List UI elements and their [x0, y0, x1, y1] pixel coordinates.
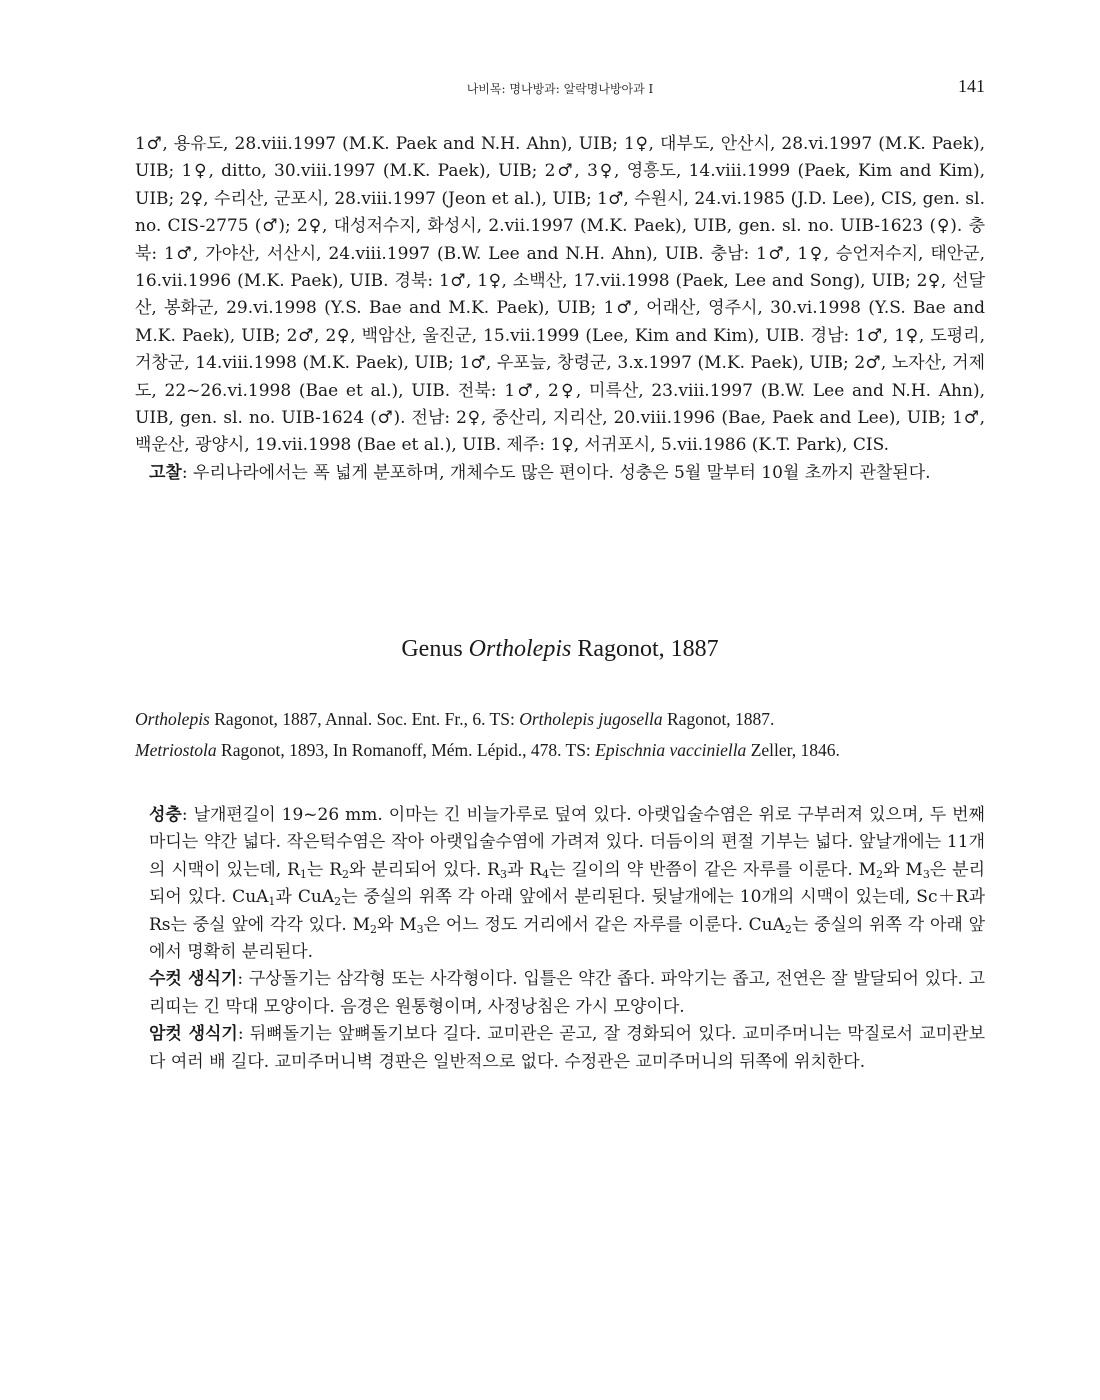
vein-subscript: 3 [922, 867, 930, 881]
male-genitalia-label: 수컷 생식기 [149, 969, 238, 990]
vein-subscript: 4 [542, 867, 550, 881]
adult-text: 는 길이의 약 반쯤이 같은 자루를 이룬다. M [549, 859, 877, 880]
adult-text: 와 분리되어 있다. R [349, 859, 500, 880]
male-genitalia-paragraph [135, 966, 985, 1021]
vein-subscript: 3 [416, 922, 424, 936]
remarks-label: 고찰 [149, 462, 182, 483]
synonym-name: Ortholepis [135, 709, 210, 729]
adult-text: : 날개편길이 19~26 mm. 이마는 긴 비늘가루로 덮여 있다. 아랫입술수염은 위로 구부러져 있으며, 두 번째 마디는 약간 넓다. 작은턱수염은 작아 아랫입술수염에 가려져 있다. 더듬이의 편절 기부는 넓다. 앞날개에는 11개의 시맥이 있는데, R [149, 805, 985, 880]
page-header [135, 76, 985, 104]
synonym-citation: Ragonot, 1893, In Romanoff, Mém. Lépid., 478. TS: [216, 740, 596, 760]
genus-heading [135, 636, 985, 663]
male-genitalia-text: : 구상돌기는 삼각형 또는 사각형이다. 입틀은 약간 좁다. 파악기는 좁고, 전연은 잘 발달되어 있다. 고리띠는 긴 막대 모양이다. 음경은 원통형이며, 사정낭침은 가시 모양이다. [149, 969, 986, 1017]
vein-subscript: 1 [299, 867, 307, 881]
vein-subscript: 2 [876, 867, 884, 881]
type-species-author: Zeller, 1846. [746, 740, 840, 760]
remarks-paragraph [135, 460, 985, 487]
adult-text: 와 M [377, 914, 417, 935]
remarks-text: : 우리나라에서는 폭 넓게 분포하며, 개체수도 많은 편이다. 성충은 5월 말부터 10월 초까지 관찰된다. [181, 462, 931, 483]
adult-text: 과 CuA [275, 887, 335, 908]
genus-author: Ragonot, 1887 [571, 636, 719, 662]
type-species-author: Ragonot, 1887. [662, 709, 775, 729]
genus-name: Ortholepis [468, 636, 572, 662]
synonym-name: Metriostola [135, 740, 217, 760]
vein-subscript: 2 [342, 867, 350, 881]
adult-paragraph [135, 802, 985, 966]
adult-label: 성충 [149, 805, 182, 825]
female-genitalia-paragraph [135, 1021, 985, 1076]
type-species-name: Epischnia vacciniella [595, 740, 747, 760]
adult-text: 은 어느 정도 거리에서 같은 자루를 이룬다. CuA [423, 914, 785, 935]
material-block [135, 131, 985, 487]
adult-text: 와 M [883, 859, 923, 880]
synonym-citation: Ragonot, 1887, Annal. Soc. Ent. Fr., 6. TS: [209, 709, 520, 729]
type-species-name: Ortholepis jugosella [519, 709, 663, 729]
female-genitalia-label: 암컷 생식기 [149, 1024, 238, 1045]
adult-text: 은 분리되어 있다. CuA [149, 859, 985, 908]
running-head: 나비목: 명나방과: 알락명나방아과 I [466, 82, 654, 96]
vein-subscript: 3 [499, 867, 507, 881]
female-genitalia-text: : 뒤뼈돌기는 앞뼈돌기보다 길다. 교미관은 곧고, 잘 경화되어 있다. 교미주머니는 막질로서 교미관보다 여러 배 길다. 교미주머니벽 경판은 일반적으로 없다. 수정관은 교미주머니의 뒤쪽에 위치한다. [149, 1024, 985, 1072]
vein-subscript: 2 [784, 922, 792, 936]
vein-subscript: 2 [370, 922, 378, 936]
vein-subscript: 1 [268, 895, 276, 909]
synonym-line [135, 709, 985, 730]
adult-text: 는 중실의 위쪽 각 아래 앞에서 분리된다. 뒷날개에는 10개의 시맥이 있는데, Sc＋R과 Rs는 중실 앞에 각각 있다. M [149, 887, 985, 935]
adult-text: 는 R [306, 859, 343, 880]
synonym-line [135, 740, 985, 761]
genus-prefix: Genus [401, 636, 469, 662]
material-examined: 1♂, 용유도, 28.viii.1997 (M.K. Paek and N.H. Ahn), UIB; 1♀, 대부도, 안산시, 28.vi.1997 (M.K. Paek), UIB; 1♀, ditto, 30.viii.1997 (M.K. Paek), UIB; 2♂, 3♀, 영흥도, 14.viii.1999 (Paek, Kim and Kim), UIB; 2♀, 수리산, 군포시, 28.viii.1997 (Jeon et al.), UIB; 1♂, 수원시, 24.vi.1985 (J.D. Lee), CIS, gen. sl. no. CIS-2775 (♂); 2♀, 대성저수지, 화성시, 2.vii.1997 (M.K. Paek), UIB, gen. sl. no. UIB-1623 (♀). 충북: 1♂, 가야산, 서산시, 24.viii.1997 (B.W. Lee and N.H. Ahn), UIB. 충남: 1♂, 1♀, 승언저수지, 태안군, 16.vii.1996 (M.K. Paek), UIB. 경북: 1♂, 1♀, 소백산, 17.vii.1998 (Paek, Lee and Song), UIB; 2♀, 선달산, 봉화군, 29.vi.1998 (Y.S. Bae and M.K. Paek), UIB; 1♂, 어래산, 영주시, 30.vi.1998 (Y.S. Bae and M.K. Paek), UIB; 2♂, 2♀, 백암산, 울진군, 15.vii.1999 (Lee, Kim and Kim), UIB. 경남: 1♂, 1♀, 도평리, 거창군, 14.viii.1998 (M.K. Paek), UIB; 1♂, 우포늪, 창령군, 3.x.1997 (M.K. Paek), UIB; 2♂, 노자산, 거제도, 22~26.vi.1998 (Bae et al.), UIB. 전북: 1♂, 2♀, 미륵산, 23.viii.1997 (B.W. Lee and N.H. Ahn), UIB, gen. sl. no. UIB-1624 (♂). 전남: 2♀, 중산리, 지리산, 20.viii.1996 (Bae, Paek and Lee), UIB; 1♂, 백운산, 광양시, 19.vii.1998 (Bae et al.), UIB. 제주: 1♀, 서귀포시, 5.vii.1986 (K.T. Park), CIS. [135, 134, 985, 456]
adult-text: 는 중실의 위쪽 각 아래 앞에서 명확히 분리된다. [149, 914, 985, 963]
page-number: 141 [958, 76, 985, 96]
description-block [135, 802, 985, 1076]
vein-subscript: 2 [334, 895, 342, 909]
adult-text: 과 R [506, 859, 543, 880]
